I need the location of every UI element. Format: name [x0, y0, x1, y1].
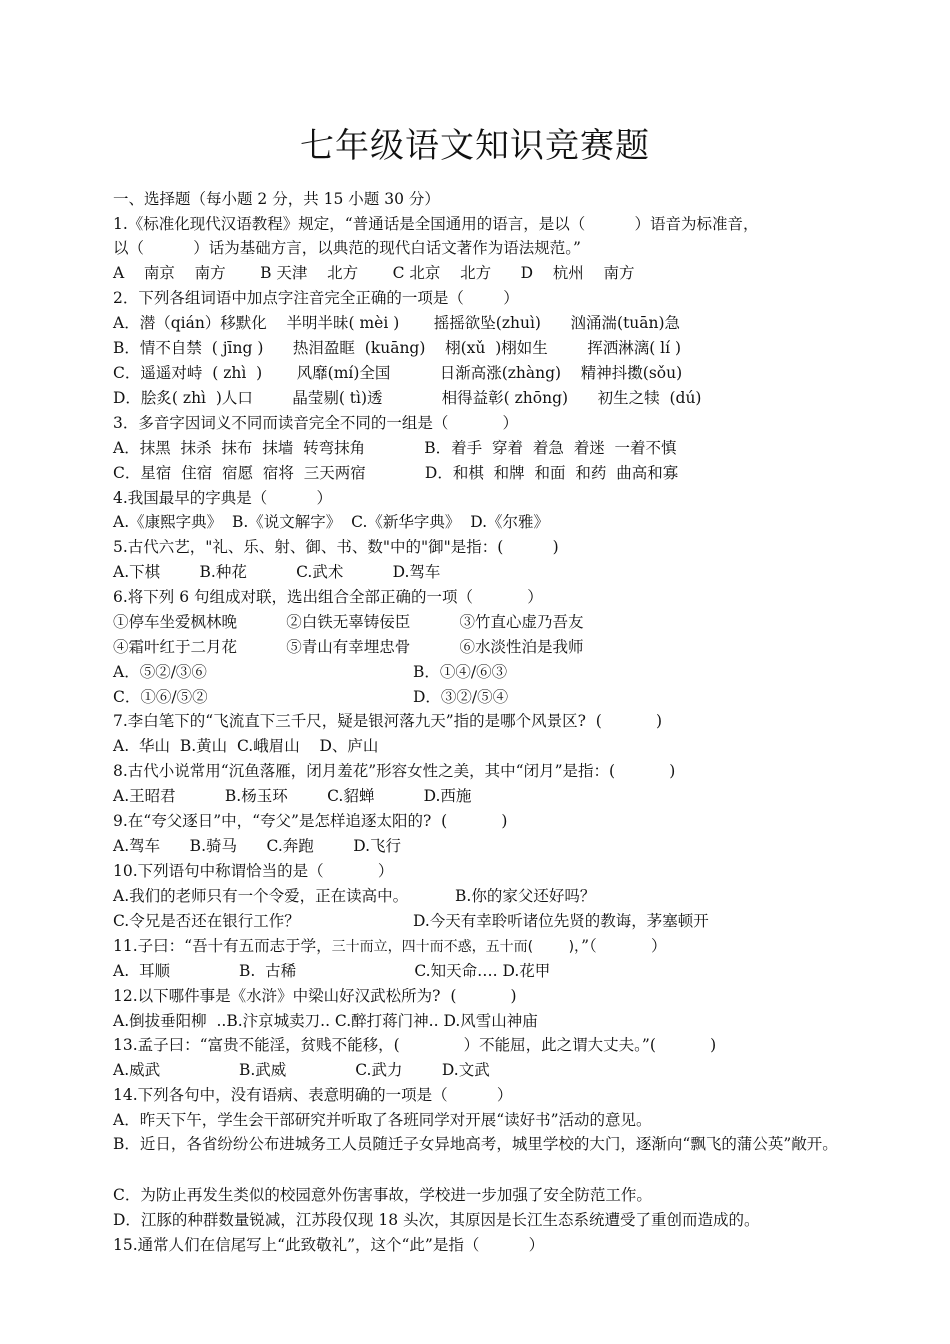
- text-line: 7.李白笔下的“飞流直下三千尺，疑是银河落九天”指的是哪个风景区? ( ): [113, 712, 663, 730]
- section-heading: 一、选择题（每小题 2 分，共 15 小题 30 分）: [113, 190, 440, 208]
- option-b: B.你的家父还好吗？: [455, 887, 596, 905]
- option-c: C.令兄是否还在银行工作？: [113, 912, 300, 930]
- text-line: 1.《标准化现代汉语教程》规定，“普通话是全国通用的语言，是以（ ）语音为标准音，: [113, 215, 759, 233]
- text-line: A.《康熙字典》 B.《说文解字》 C.《新华字典》 D.《尔雅》: [113, 513, 550, 531]
- q11-prefix: 11.子曰：“吾十有五而志于学，: [113, 937, 332, 955]
- text-line: B．情不自禁 ( jīng ) 热泪盈眶 (kuāng) 栩(xǔ )栩如生 挥洒淋漓( lí ): [113, 339, 682, 357]
- text-line: A.驾车 B.骑马 C.奔跑 D.飞行: [113, 837, 402, 855]
- text-line: 9.在“夸父逐日”中，“夸父”是怎样追逐太阳的? ( ): [113, 812, 508, 830]
- text-line: ①停车坐爱枫林晚 ②白铁无辜铸佞臣 ③竹直心虚乃吾友: [113, 613, 584, 631]
- text-line: 8.古代小说常用“沉鱼落雁，闭月羞花”形容女性之美，其中“闭月”是指：( ): [113, 762, 676, 780]
- text-line: 3．多音字因词义不同而读音完全不同的一组是（ ）: [113, 414, 519, 432]
- option-d: D.今天有幸聆听诸位先贤的教诲，茅塞顿开: [413, 912, 709, 930]
- text-line: 13.孟子曰：“富贵不能淫，贫贱不能移，( ）不能屈，此之谓大丈夫。”( ): [113, 1036, 717, 1054]
- text-line: 5.古代六艺，"礼、乐、射、御、书、数"中的"御"是指：( ): [113, 538, 559, 556]
- text-line: A．抹黑 抹杀 抹布 抹墙 转弯抹角 B．着手 穿着 着急 着迷 一着不慎: [113, 439, 677, 457]
- text-line: 12.以下哪件事是《水浒》中梁山好汉武松所为? ( ): [113, 987, 517, 1005]
- text-line: C．星宿 住宿 宿愿 宿将 三天两宿 D．和棋 和牌 和面 和药 曲高和寡: [113, 464, 679, 482]
- text-line: A.王昭君 B.杨玉环 C.貂蝉 D.西施: [113, 787, 472, 805]
- text-line: 14.下列各句中，没有语病、表意明确的一项是（ ）: [113, 1086, 513, 1104]
- text-line: C．遥遥对峙 ( zhì ) 风靡(mí)全国 日渐高涨(zhàng) 精神抖擞(sǒu): [113, 364, 683, 382]
- q11-middle: 三十而立，四十而不惑，五十而( )，: [331, 939, 582, 955]
- text-paragraph: B．近日，各省纷纷公布进城务工人员随迁子女异地高考，城里学校的大门，逐渐向“飘飞的蒲公英”敞开。: [113, 1135, 838, 1153]
- option-c: C．①⑥/⑤②: [113, 688, 208, 706]
- q11-suffix: ”（ ）: [581, 937, 667, 955]
- text-line: 4.我国最早的字典是（ ）: [113, 489, 333, 507]
- page-title: 七年级语文知识竞赛题: [300, 126, 650, 166]
- text-line: A.下棋 B.种花 C.武术 D.驾车: [113, 563, 441, 581]
- text-line: C．为防止再发生类似的校园意外伤害事故，学校进一步加强了安全防范工作。: [113, 1186, 652, 1204]
- text-line: 以（ ）话为基础方言，以典范的现代白话文著作为语法规范。”: [113, 239, 581, 257]
- text-line: A.倒拔垂阳柳 ..B.汴京城卖刀.. C.醉打蒋门神.. D.风雪山神庙: [113, 1012, 538, 1030]
- text-line: A. 华山 B.黄山 C.峨眉山 D、庐山: [113, 737, 379, 755]
- text-line: A. 耳顺 B. 古稀 C.知天命…. D.花甲: [113, 962, 551, 980]
- text-line: A 南京 南方 B 天津 北方 C 北京 北方 D 杭州 南方: [113, 264, 635, 282]
- text-line: 6.将下列 6 句组成对联，选出组合全部正确的一项（ ）: [113, 588, 543, 606]
- option-d: D．③②/⑤④: [413, 688, 509, 706]
- text-line: D．脍炙( zhì )人口 晶莹剔( tì)透 相得益彰( zhōng) 初生之犊 (dú): [113, 389, 702, 407]
- question-11: [113, 936, 666, 957]
- text-line: 10.下列语句中称谓恰当的是（ ）: [113, 862, 394, 880]
- option-b: B．①④/⑥③: [413, 663, 508, 681]
- text-line: A.威武 B.武威 C.武力 D.文武: [113, 1061, 490, 1079]
- text-line: A．昨天下午，学生会干部研究并听取了各班同学对开展“读好书”活动的意见。: [113, 1111, 652, 1129]
- text-line: ④霜叶红于二月花 ⑤青山有幸埋忠骨 ⑥水淡性泊是我师: [113, 638, 584, 656]
- text-line: D．江豚的种群数量锐减，江苏段仅现 18 头次，其原因是长江生态系统遭受了重创而造成的。: [113, 1211, 760, 1229]
- option-a: A.我们的老师只有一个令爱，正在读高中。: [113, 887, 409, 905]
- text-line: 2．下列各组词语中加点字注音完全正确的一项是（ ）: [113, 289, 519, 307]
- text-line: 15.通常人们在信尾写上“此致敬礼”，这个“此”是指（ ）: [113, 1236, 545, 1254]
- option-a: A．⑤②/③⑥: [113, 663, 207, 681]
- text-line: A．潜（qián）移默化 半明半昧( mèi ) 摇摇欲坠(zhuì) 汹涌湍(tuān)急: [113, 314, 681, 332]
